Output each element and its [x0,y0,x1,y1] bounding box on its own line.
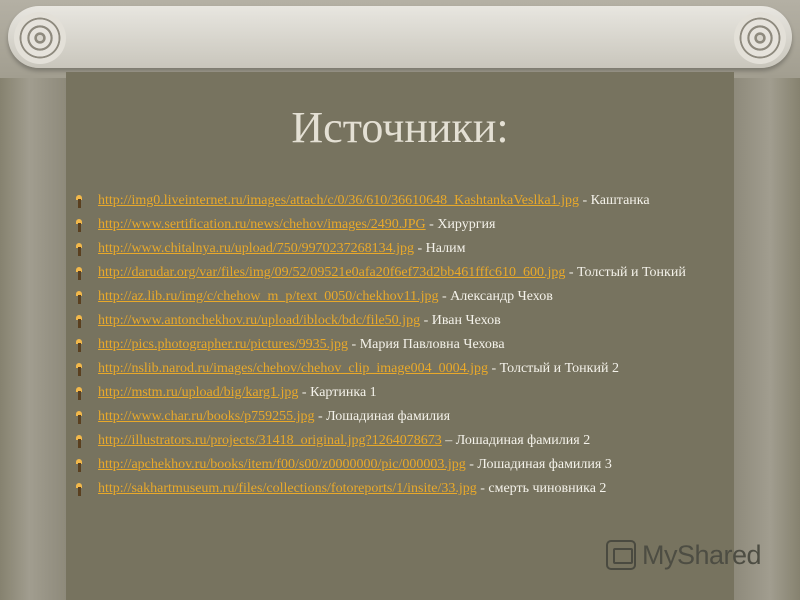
pushpin-bullet-icon [75,195,84,207]
column-capital [8,6,792,68]
source-description: - Хирургия [425,217,496,232]
watermark-text: MyShared [642,539,762,570]
source-item [75,240,735,258]
column-right [734,0,800,600]
source-link[interactable]: http://nslib.narod.ru/images/chehov/chehov_clip_image004_0004.jpg [98,361,488,376]
source-link[interactable]: http://illustrators.ru/projects/31418_original.jpg?1264078673 [98,433,442,448]
pushpin-bullet-icon [75,315,84,327]
source-description: - Мария Павловна Чехова [348,337,505,352]
watermark [606,536,776,574]
source-item [75,264,735,282]
source-link[interactable]: http://pics.photographer.ru/pictures/9935.jpg [98,337,349,352]
column-left [0,0,66,600]
source-description: – Лошадиная фамилия 2 [441,433,591,448]
source-link[interactable]: http://mstm.ru/upload/big/karg1.jpg [98,385,299,400]
source-description: - Каштанка [578,193,650,208]
slide-title: Источники: [291,103,509,152]
pushpin-bullet-icon [75,243,84,255]
pushpin-bullet-icon [75,411,84,423]
pushpin-bullet-icon [75,387,84,399]
volute-left-icon [14,12,66,64]
pushpin-bullet-icon [75,291,84,303]
source-description: - Толстый и Тонкий 2 [487,361,619,376]
source-description: - Лошадиная фамилия [314,409,451,424]
source-link[interactable]: http://www.chitalnya.ru/upload/750/9970237268134.jpg [98,241,415,256]
sources-list [75,192,735,504]
source-item [75,288,735,306]
source-item [75,456,735,474]
pushpin-bullet-icon [75,339,84,351]
pushpin-bullet-icon [75,267,84,279]
source-link[interactable]: http://www.char.ru/books/p759255.jpg [98,409,315,424]
pushpin-bullet-icon [75,459,84,471]
source-item [75,192,735,210]
source-item [75,312,735,330]
source-link[interactable]: http://img0.liveinternet.ru/images/attach/c/0/36/610/36610648_KashtankaVeslka1.jpg [98,193,579,208]
source-description: - Иван Чехов [420,313,501,328]
pushpin-bullet-icon [75,363,84,375]
source-item [75,384,735,402]
source-item [75,480,735,498]
source-link[interactable]: http://darudar.org/var/files/img/09/52/09521e0afa20f6ef73d2bb461fffc610_600.jpg [98,265,566,280]
source-description: - Картинка 1 [298,385,377,400]
pushpin-bullet-icon [75,483,84,495]
source-description: - Налим [414,241,466,256]
source-link[interactable]: http://sakhartmuseum.ru/files/collections/fotoreports/1/insite/33.jpg [98,481,477,496]
source-link[interactable]: http://www.antonchekhov.ru/upload/iblock/bdc/file50.jpg [98,313,421,328]
source-link[interactable]: http://apchekhov.ru/books/item/f00/s00/z0000000/pic/000003.jpg [98,457,466,472]
pushpin-bullet-icon [75,435,84,447]
source-description: - Лошадиная фамилия 3 [465,457,612,472]
volute-right-icon [734,12,786,64]
source-item [75,408,735,426]
pushpin-bullet-icon [75,219,84,231]
source-description: - Толстый и Тонкий [565,265,686,280]
source-link[interactable]: http://www.sertification.ru/news/chehov/images/2490.JPG [98,217,426,232]
source-item [75,216,735,234]
source-description: - смерть чиновника 2 [476,481,607,496]
source-description: - Александр Чехов [438,289,553,304]
source-item [75,432,735,450]
source-item [75,336,735,354]
presentation-icon [606,540,636,570]
source-item [75,360,735,378]
source-link[interactable]: http://az.lib.ru/img/c/chehow_m_p/text_0050/chekhov11.jpg [98,289,439,304]
